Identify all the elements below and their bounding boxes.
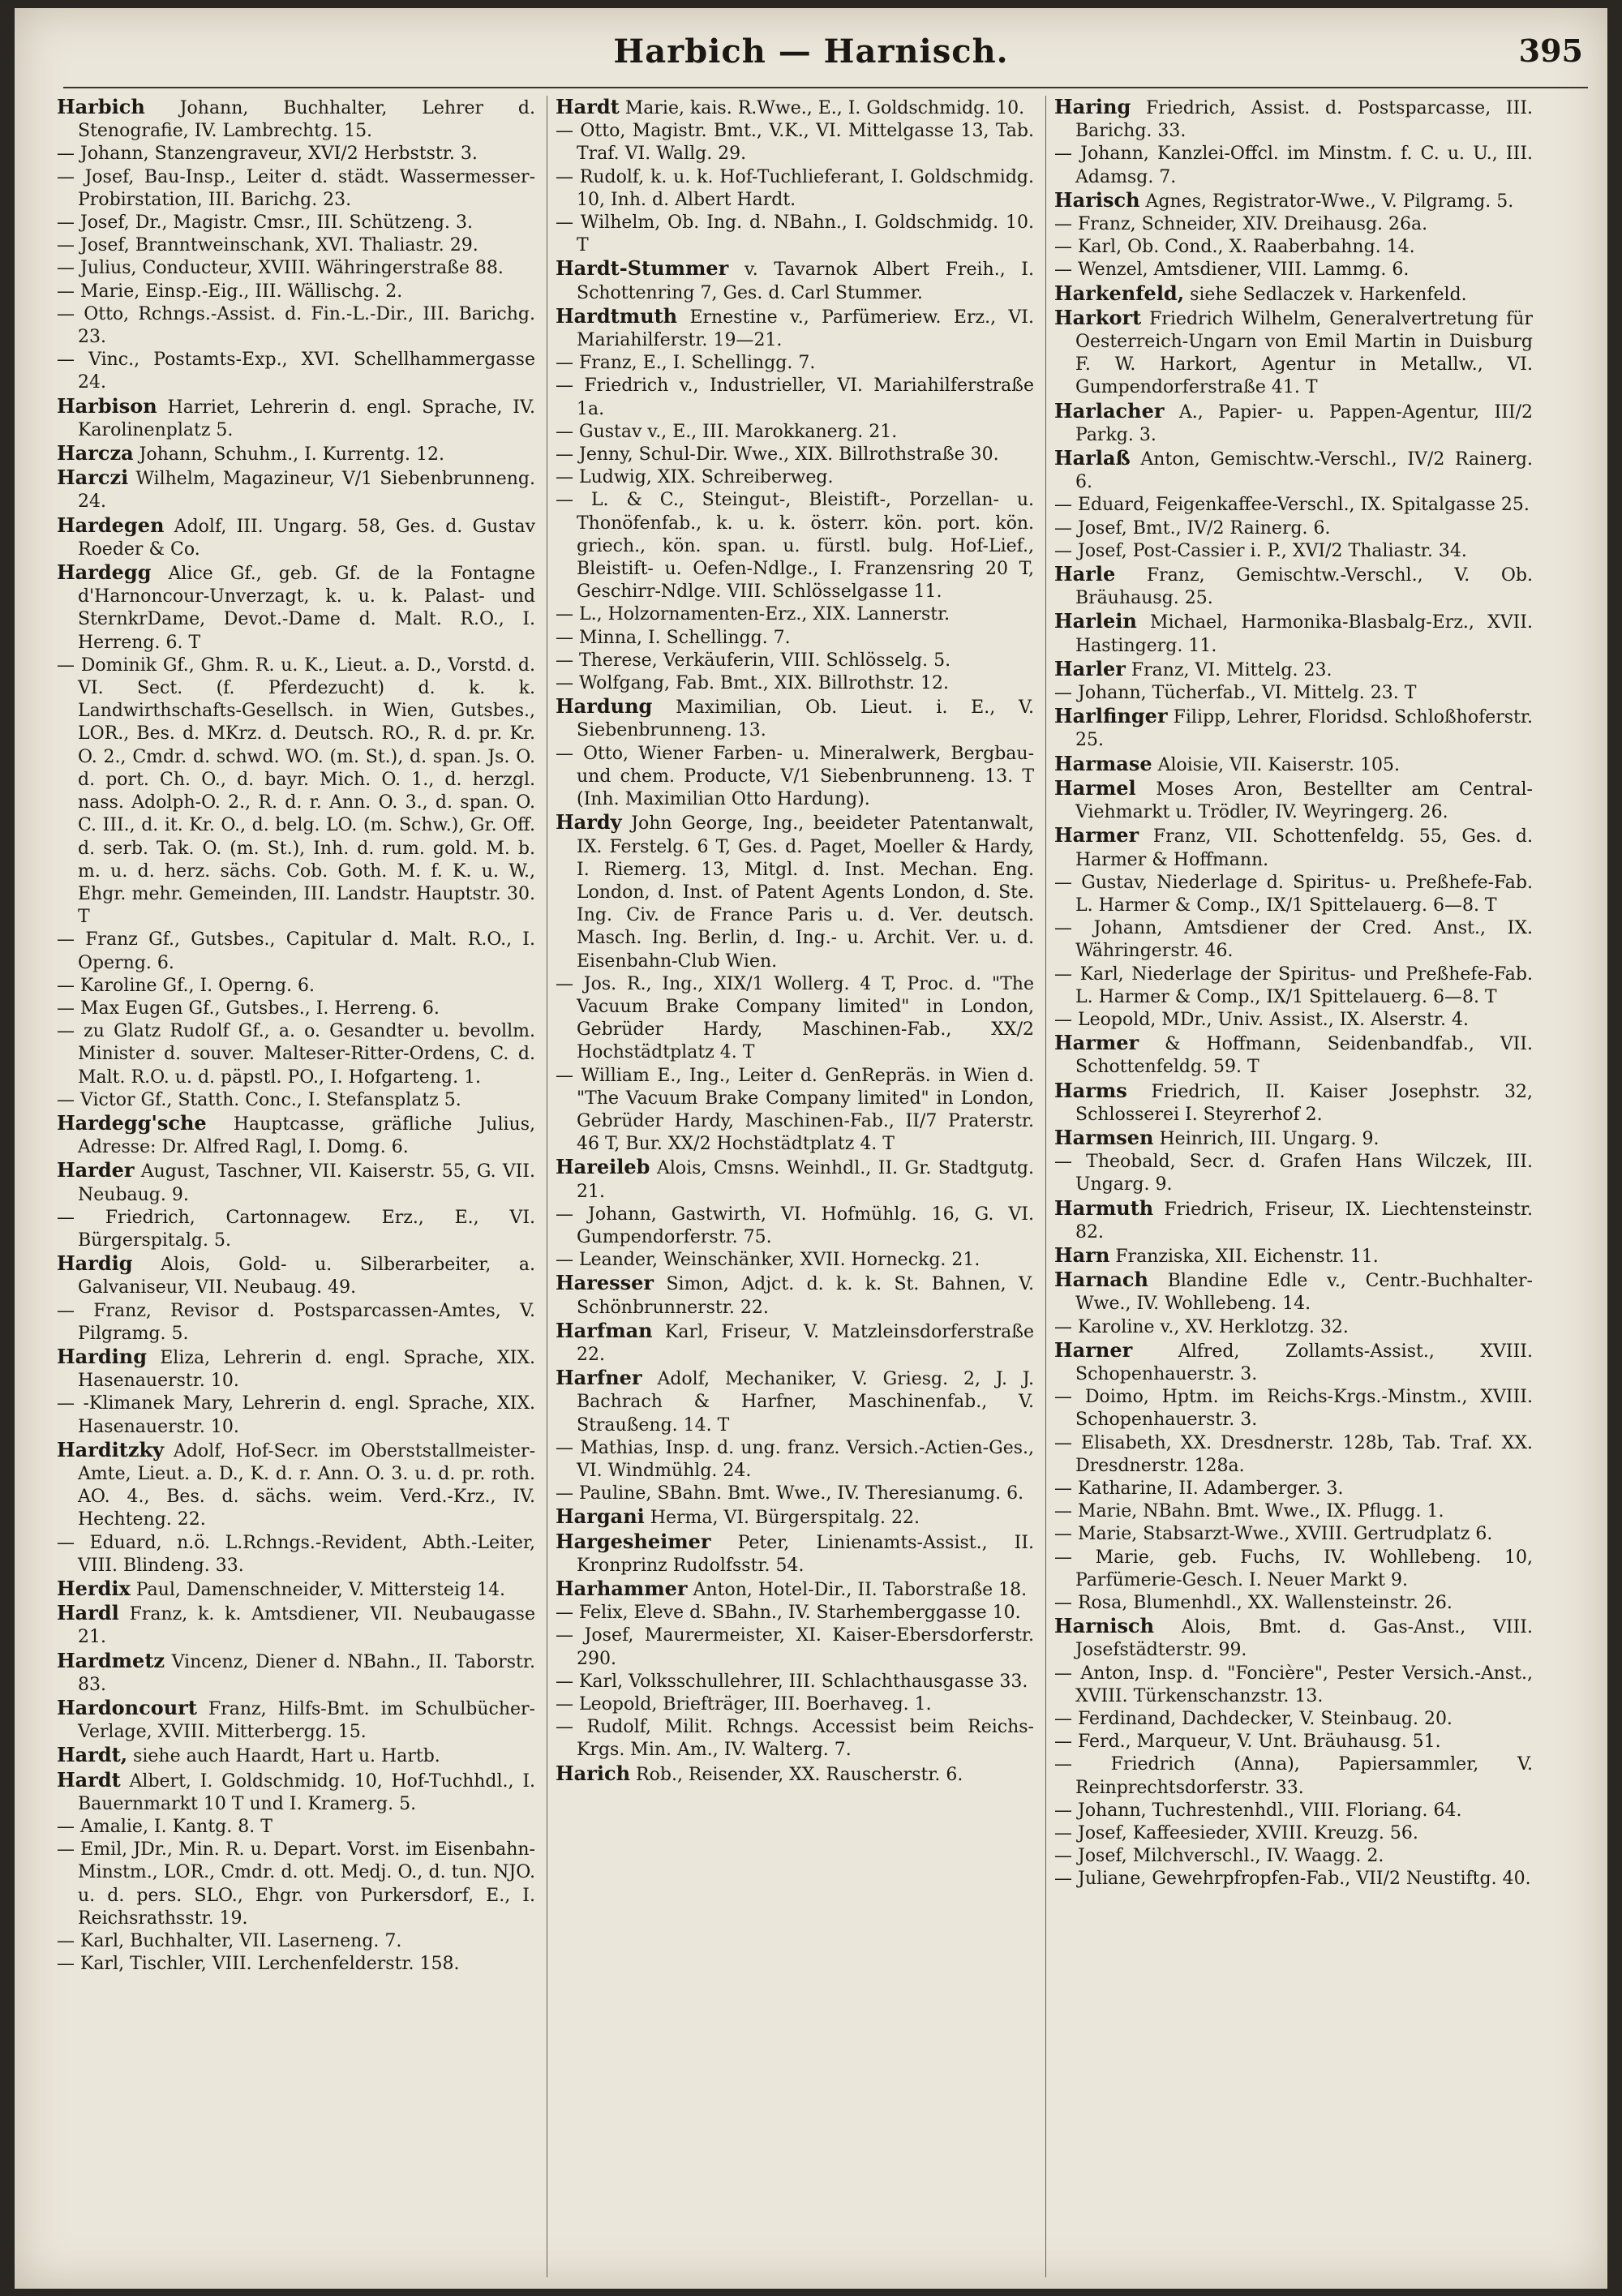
- column-left: [57, 96, 535, 2277]
- directory-entry: — Otto, Magistr. Bmt., V.K., VI. Mittelgasse 13, Tab. Traf. VI. Wallg. 29.: [556, 121, 1034, 165]
- directory-entry: — Julius, Conducteur, XVIII. Währingerstraße 88.: [57, 258, 504, 279]
- directory-entry: Hargesheimer Peter, Linienamts-Assist., II. Kronprinz Rudolfsstr. 54.: [556, 1529, 1034, 1576]
- directory-entry: — Karl, Volksschullehrer, III. Schlachthausgasse 33.: [556, 1671, 1028, 1692]
- entry-surname: Harnach: [1054, 1268, 1148, 1292]
- directory-entry: — Franz, Schneider, XIV. Dreihausg. 26a.: [1054, 214, 1428, 235]
- entry-surname: Hardung: [556, 694, 653, 719]
- entry-surname: Hardoncourt: [57, 1696, 197, 1720]
- directory-entry: Hardt Marie, kais. R.Wwe., E., I. Goldschmidg. 10.: [556, 96, 1025, 118]
- entry-surname: Hardl: [57, 1601, 119, 1625]
- directory-entry: Harkort Friedrich Wilhelm, Generalvertretung für Oesterreich-Ungarn von Emil Martin in Duisburg F. W. Harkort, Agentur in Metallw., VI. Gumpendorferstraße 41. T: [1054, 305, 1533, 398]
- directory-entry: Harfman Karl, Friseur, V. Matzleinsdorferstraße 22.: [556, 1318, 1034, 1365]
- entry-surname: Harner: [1054, 1337, 1133, 1362]
- directory-entry: — Rudolf, k. u. k. Hof-Tuchlieferant, I. Goldschmidg. 10, Inh. d. Albert Hardt.: [556, 166, 1034, 210]
- directory-entry: Harmase Aloisie, VII. Kaiserstr. 105.: [1054, 751, 1401, 775]
- directory-entry: — Dominik Gf., Ghm. R. u. K., Lieut. a. D., Vorstd. d. VI. Sect. (f. Pferdezucht) d. k. k. Landwirthschafts-Gesellsch. in Wien, Gutsbes., LOR., Bes. d. MKrz. d. Deutsch. RO., R. d. pr. Kr. O. 2., Cmdr. d. schwd. WO. (m. St.), d. span. Js. O. d. port. Ch. O., d. bayr. Mich. O. 1., d. herzgl. nass. Adolph-O. 2., R. d. r. Ann. O. 3., d. span. O. C. III., d. it. Kr. O., d. belg. LO. (m. Schw.), Gr. Off. d. serb. Tak. O. (m. St.), Inh. d. rum. gold. M. b. m. u. d. herz. sächs. Cob. Goth. M. f. K. u. W., Ehgr. mehr. Gemeinden, III. Landstr. Hauptstr. 30. T: [57, 654, 535, 928]
- directory-entry: — Johann, Tuchrestenhdl., VIII. Floriang. 64.: [1054, 1800, 1462, 1821]
- directory-entry: Harms Friedrich, II. Kaiser Josephstr. 32, Schlosserei I. Steyrerhof 2.: [1054, 1078, 1533, 1125]
- entry-surname: Harkenfeld,: [1054, 281, 1185, 305]
- directory-entry: — Karl, Niederlage der Spiritus- und Preßhefe-Fab. L. Harmer & Comp., IX/1 Spittelauerg. 6—8. T: [1054, 963, 1533, 1007]
- directory-entry: Herdix Paul, Damenschneider, V. Mittersteig 14.: [57, 1577, 505, 1600]
- entry-surname: Hargani: [556, 1504, 645, 1529]
- directory-entry: Hardt Albert, I. Goldschmidg. 10, Hof-Tuchhdl., I. Bauernmarkt 10 T und I. Kramerg. 5.: [57, 1767, 535, 1814]
- directory-entry: — Karoline v., XV. Herklotzg. 32.: [1054, 1316, 1349, 1337]
- entry-surname: Harbich: [57, 96, 145, 118]
- directory-entry: Hardegg Alice Gf., geb. Gf. de la Fontagne d'Harnoncour-Unverzagt, k. u. k. Palast- und SternkrDame, Devot.-Dame d. Malt. R.O., I. Herreng. 6. T: [57, 560, 535, 653]
- entry-surname: Harmase: [1054, 751, 1152, 775]
- directory-entry: — Felix, Eleve d. SBahn., IV. Starhemberggasse 10.: [556, 1603, 1021, 1624]
- directory-entry: Hardtmuth Ernestine v., Parfümeriew. Erz., VI. Mariahilferstr. 19—21.: [556, 303, 1034, 351]
- directory-entry: Hardegg'sche Hauptcasse, gräfliche Julius, Adresse: Dr. Alfred Ragl, I. Domg. 6.: [57, 1110, 535, 1158]
- directory-entry: — Doimo, Hptm. im Reichs-Krgs.-Minstm., XVIII. Schopenhauerstr. 3.: [1054, 1387, 1533, 1431]
- header-rule: [63, 87, 1588, 88]
- directory-entry: — Johann, Stanzengraveur, XVI/2 Herbststr. 3.: [57, 144, 478, 165]
- entry-surname: Harich: [556, 1761, 631, 1785]
- directory-entry: Harbison Harriet, Lehrerin d. engl. Sprache, IV. Karolinenplatz 5.: [57, 393, 535, 440]
- directory-entry: — Marie, Einsp.-Eig., III. Wällischg. 2.: [57, 281, 403, 302]
- directory-entry: Harisch Agnes, Registrator-Wwe., V. Pilgramg. 5.: [1054, 187, 1514, 212]
- directory-entry: Harn Franziska, XII. Eichenstr. 11.: [1054, 1242, 1379, 1267]
- entry-surname: Harmuth: [1054, 1195, 1154, 1220]
- entry-surname: Hardig: [57, 1251, 133, 1276]
- directory-entry: Harczi Wilhelm, Magazineur, V/1 Siebenbrunneng. 24.: [57, 466, 535, 513]
- directory-entry: Harcza Johann, Schuhm., I. Kurrentg. 12.: [57, 441, 444, 466]
- entry-surname: Harding: [57, 1344, 147, 1368]
- directory-entry: Harlein Michael, Harmonika-Blasbalg-Erz., XVII. Hastingerg. 11.: [1054, 609, 1533, 656]
- directory-entry: Harmer & Hoffmann, Seidenbandfab., VII. Schottenfeldg. 59. T: [1054, 1031, 1533, 1078]
- entry-surname: Harfman: [556, 1318, 653, 1342]
- directory-entry: — L., Holzornamenten-Erz., XIX. Lannerstr.: [556, 604, 950, 625]
- directory-entry: — Jos. R., Ing., XIX/1 Wollerg. 4 T, Proc. d. "The Vacuum Brake Company limited" in London, Gebrüder Hardy, Maschinen-Fab., XX/2 Hochstädtplatz 4. T: [556, 973, 1034, 1063]
- directory-entry: Hardoncourt Franz, Hilfs-Bmt. im Schulbücher-Verlage, XVIII. Mitterbergg. 15.: [57, 1696, 535, 1743]
- directory-entry: — Marie, NBahn. Bmt. Wwe., IX. Pflugg. 1.: [1054, 1501, 1444, 1522]
- directory-entry: Hardung Maximilian, Ob. Lieut. i. E., V. Siebenbrunneng. 13.: [556, 694, 1034, 741]
- directory-entry: — Josef, Dr., Magistr. Cmsr., III. Schützeng. 3.: [57, 212, 473, 234]
- directory-entry: Harmer Franz, VII. Schottenfeldg. 55, Ges. d. Harmer & Hoffmann.: [1054, 823, 1533, 870]
- directory-entry: Hardy John George, Ing., beeideter Patentanwalt, IX. Ferstelg. 6 T, Ges. d. Paget, Moeller & Hardy, I. Riemerg. 13, Mitgl. d. Inst. Mechan. Eng. London, d. Inst. of Patent Agents London, d. Ste. Ing. Civ. de France Paris u. d. Ver. deutsch. Masch. Ing. Berlin, d. Ing.- u. Archit. Ver. u. d. Eisenbahn-Club Wien.: [556, 810, 1034, 972]
- directory-entry: — zu Glatz Rudolf Gf., a. o. Gesandter u. bevollm. Minister d. souver. Malteser-Ritter-Ordens, C. d. Malt. R.O. u. d. päpstl. PO., I. Hofgarteng. 1.: [57, 1021, 535, 1088]
- entry-surname: Harcza: [57, 441, 134, 466]
- directory-entry: — Wenzel, Amtsdiener, VIII. Lammg. 6.: [1054, 260, 1410, 281]
- directory-entry: Harich Rob., Reisender, XX. Rauscherstr. 6.: [556, 1761, 963, 1785]
- directory-entry: — Karoline Gf., I. Operng. 6.: [57, 975, 315, 996]
- entry-surname: Harditzky: [57, 1437, 165, 1461]
- directory-entry: — Anton, Insp. d. "Foncière", Pester Versich.-Anst., XVIII. Türkenschanzstr. 13.: [1054, 1663, 1533, 1706]
- directory-entry: — Otto, Wiener Farben- u. Mineralwerk, Bergbau- und chem. Producte, V/1 Siebenbrunneng. 13. T (Inh. Maximilian Otto Hardung).: [556, 743, 1034, 810]
- directory-entry: — Ferd., Marqueur, V. Unt. Bräuhausg. 51.: [1054, 1732, 1441, 1753]
- directory-entry: — Friedrich v., Industrieller, VI. Mariahilferstraße 1a.: [556, 376, 1034, 419]
- entry-surname: Harisch: [1054, 187, 1140, 212]
- entry-surname: Harnisch: [1054, 1614, 1155, 1638]
- directory-entry: — Johann, Kanzlei-Offcl. im Minstm. f. C. u. U., III. Adamsg. 7.: [1054, 144, 1533, 187]
- directory-entry: Hardt, siehe auch Haardt, Hart u. Hartb.: [57, 1743, 440, 1767]
- entry-surname: Hardy: [556, 810, 622, 835]
- directory-entry: Hardmetz Vincenz, Diener d. NBahn., II. Taborstr. 83.: [57, 1648, 535, 1695]
- entry-surname: Harhammer: [556, 1577, 688, 1600]
- entry-surname: Harder: [57, 1158, 135, 1182]
- entry-surname: Harkort: [1054, 305, 1142, 329]
- directory-entry: — Leopold, Briefträger, III. Boerhaveg. 1.: [556, 1694, 932, 1715]
- directory-entry: Harnach Blandine Edle v., Centr.-Buchhalter-Wwe., IV. Wohllebeng. 14.: [1054, 1268, 1533, 1315]
- page-title: Harbich — Harnisch.: [613, 32, 1009, 71]
- directory-entry: Harnisch Alois, Bmt. d. Gas-Anst., VIII. Josefstädterstr. 99.: [1054, 1614, 1533, 1661]
- directory-entry: — Josef, Bau-Insp., Leiter d. städt. Wassermesser-Probirstation, III. Barichg. 23.: [57, 166, 535, 210]
- directory-entry: Harditzky Adolf, Hof-Secr. im Oberststallmeister-Amte, Lieut. a. D., K. d. r. Ann. O. 3. u. d. pr. roth. AO. 4., Bes. d. sächs. weim. Verd.-Krz., IV. Hechteng. 22.: [57, 1437, 535, 1530]
- directory-entry: — -Klimanek Mary, Lehrerin d. engl. Sprache, XIX. Hasenauerstr. 10.: [57, 1393, 535, 1437]
- entry-surname: Hardegg: [57, 560, 152, 585]
- directory-entry: Hardig Alois, Gold- u. Silberarbeiter, a. Galvaniseur, VII. Neubaug. 49.: [57, 1251, 535, 1298]
- directory-entry: Hareileb Alois, Cmsns. Weinhdl., II. Gr. Stadtgutg. 21.: [556, 1155, 1034, 1202]
- directory-entry: Hardl Franz, k. k. Amtsdiener, VII. Neubaugasse 21.: [57, 1601, 535, 1648]
- directory-entry: — Theobald, Secr. d. Grafen Hans Wilczek, III. Ungarg. 9.: [1054, 1152, 1533, 1195]
- directory-entry: — Franz, Revisor d. Postsparcassen-Amtes, V. Pilgramg. 5.: [57, 1300, 535, 1344]
- entry-surname: Haresser: [556, 1271, 654, 1295]
- page-number: 395: [1518, 32, 1583, 69]
- directory-entry: — Josef, Milchverschl., IV. Waagg. 2.: [1054, 1846, 1384, 1867]
- directory-entry: Harlacher A., Papier- u. Pappen-Agentur, III/2 Parkg. 3.: [1054, 398, 1533, 445]
- directory-entry: — Victor Gf., Statth. Conc., I. Stefansplatz 5.: [57, 1089, 461, 1110]
- entry-surname: Harmer: [1054, 1031, 1139, 1055]
- directory-entry: — Therese, Verkäuferin, VIII. Schlösselg. 5.: [556, 650, 951, 671]
- entry-surname: Hardmetz: [57, 1648, 165, 1672]
- directory-entry: — Leander, Weinschänker, XVII. Horneckg. 21.: [556, 1250, 980, 1271]
- directory-entry: — Karl, Tischler, VIII. Lerchenfelderstr. 158.: [57, 1954, 460, 1975]
- page-header: [15, 32, 1607, 89]
- entry-surname: Harms: [1054, 1078, 1127, 1102]
- directory-entry: — Emil, JDr., Min. R. u. Depart. Vorst. im Eisenbahn-Minstm., LOR., Cmdr. d. ott. Medj. O., d. tun. NJO. u. d. pers. SLO., Ehgr. von Purkersdorf, E., I. Reichsrathsstr. 19.: [57, 1839, 535, 1929]
- directory-entry: — Josef, Kaffeesieder, XVIII. Kreuzg. 56.: [1054, 1823, 1418, 1844]
- directory-entry: Harler Franz, VI. Mittelg. 23.: [1054, 656, 1332, 680]
- entry-surname: Harlein: [1054, 609, 1137, 633]
- directory-entry: — Minna, I. Schellingg. 7.: [556, 627, 791, 648]
- directory-entry: — Karl, Buchhalter, VII. Laserneng. 7.: [57, 1931, 402, 1952]
- entry-surname: Harmer: [1054, 823, 1139, 848]
- entry-surname: Harlacher: [1054, 398, 1165, 423]
- directory-entry: — Gustav, Niederlage d. Spiritus- u. Preßhefe-Fab. L. Harmer & Comp., IX/1 Spittelauerg. 6—8. T: [1054, 872, 1533, 916]
- entry-surname: Haring: [1054, 96, 1131, 118]
- directory-entry: — Johann, Gastwirth, VI. Hofmühlg. 16, G. VI. Gumpendorferstr. 75.: [556, 1204, 1034, 1247]
- entry-surname: Hardegen: [57, 513, 165, 537]
- directory-entry: Harle Franz, Gemischtw.-Verschl., V. Ob. Bräuhausg. 25.: [1054, 562, 1533, 609]
- entry-surname: Hardt-Stummer: [556, 256, 729, 281]
- directory-entry: Haring Friedrich, Assist. d. Postsparcasse, III. Barichg. 33.: [1054, 96, 1533, 142]
- entry-surname: Harler: [1054, 656, 1126, 680]
- entry-surname: Hardt: [556, 96, 620, 118]
- directory-entry: — Marie, Stabsarzt-Wwe., XVIII. Gertrudplatz 6.: [1054, 1524, 1493, 1545]
- entry-surname: Harlfinger: [1054, 704, 1168, 728]
- directory-entry: — Josef, Bmt., IV/2 Rainerg. 6.: [1054, 517, 1331, 539]
- entry-surname: Harle: [1054, 562, 1116, 586]
- directory-entry: — Ludwig, XIX. Schreiberweg.: [556, 467, 834, 488]
- directory-entry: — Karl, Ob. Cond., X. Raaberbahng. 14.: [1054, 237, 1415, 258]
- entry-surname: Harczi: [57, 466, 129, 490]
- directory-entry: — Gustav v., E., III. Marokkanerg. 21.: [556, 421, 898, 442]
- directory-entry: — Max Eugen Gf., Gutsbes., I. Herreng. 6.: [57, 998, 440, 1019]
- directory-entry: — Jenny, Schul-Dir. Wwe., XIX. Billrothstraße 30.: [556, 444, 999, 466]
- directory-entry: Harlaß Anton, Gemischtw.-Verschl., IV/2 Rainerg. 6.: [1054, 446, 1533, 493]
- directory-entry: Hardegen Adolf, III. Ungarg. 58, Ges. d. Gustav Roeder & Co.: [57, 513, 535, 560]
- directory-entry: Harbich Johann, Buchhalter, Lehrer d. Stenografie, IV. Lambrechtg. 15.: [57, 96, 535, 142]
- directory-entry: Harkenfeld, siehe Sedlaczek v. Harkenfeld.: [1054, 281, 1467, 305]
- directory-entry: Harlfinger Filipp, Lehrer, Floridsd. Schloßhoferstr. 25.: [1054, 704, 1533, 751]
- entry-surname: Harbison: [57, 393, 157, 418]
- directory-entry: — Elisabeth, XX. Dresdnerstr. 128b, Tab. Traf. XX. Dresdnerstr. 128a.: [1054, 1432, 1533, 1476]
- directory-entry: Harfner Adolf, Mechaniker, V. Griesg. 2, J. J. Bachrach & Harfner, Maschinenfab., V. Straußeng. 14. T: [556, 1366, 1034, 1436]
- directory-entry: — Marie, geb. Fuchs, IV. Wohllebeng. 10, Parfümerie-Gesch. I. Neuer Markt 9.: [1054, 1547, 1533, 1590]
- directory-entry: Harmuth Friedrich, Friseur, IX. Liechtensteinstr. 82.: [1054, 1195, 1533, 1242]
- column-right: [1054, 96, 1533, 2277]
- entry-surname: Harmel: [1054, 775, 1136, 800]
- column-middle: [556, 96, 1034, 2277]
- directory-entry: — Rudolf, Milit. Rchngs. Accessist beim Reichs-Krgs. Min. Am., IV. Walterg. 7.: [556, 1717, 1034, 1761]
- directory-entry: — Amalie, I. Kantg. 8. T: [57, 1817, 272, 1838]
- directory-entry: — Friedrich, Cartonnagew. Erz., E., VI. Bürgerspitalg. 5.: [57, 1207, 535, 1251]
- entry-surname: Hardtmuth: [556, 303, 678, 328]
- directory-entry: — Josef, Maurermeister, XI. Kaiser-Ebersdorferstr. 290.: [556, 1625, 1034, 1669]
- directory-entry: — Juliane, Gewehrpfropfen-Fab., VII/2 Neustiftg. 40.: [1054, 1869, 1531, 1890]
- directory-entry: Hargani Herma, VI. Bürgerspitalg. 22.: [556, 1504, 920, 1529]
- entry-surname: Harlaß: [1054, 446, 1131, 470]
- directory-entry: Hardt-Stummer v. Tavarnok Albert Freih., I. Schottenring 7, Ges. d. Carl Stummer.: [556, 256, 1034, 303]
- entry-surname: Harfner: [556, 1366, 642, 1390]
- directory-entry: — Mathias, Insp. d. ung. franz. Versich.-Actien-Ges., VI. Windmühlg. 24.: [556, 1437, 1034, 1481]
- directory-entry: — Ferdinand, Dachdecker, V. Steinbaug. 20.: [1054, 1709, 1453, 1730]
- directory-entry: — L. & C., Steingut-, Bleistift-, Porzellan- u. Thonöfenfab., k. u. k. österr. kön. port. kön. griech., kön. span. u. fürstl. bulg. Hof-Lief., Bleistift- u. Oefen-Ndlge., I. Franzensring 20 T, Geschirr-Ndlge. VIII. Schlösselgasse 11.: [556, 490, 1034, 603]
- entry-surname: Hargesheimer: [556, 1529, 711, 1553]
- directory-entry: Harmel Moses Aron, Bestellter am Central-Viehmarkt u. Trödler, IV. Weyringerg. 26.: [1054, 775, 1533, 823]
- directory-entry: — Johann, Amtsdiener der Cred. Anst., IX. Währingerstr. 46.: [1054, 918, 1533, 962]
- directory-entry: — Eduard, Feigenkaffee-Verschl., IX. Spitalgasse 25.: [1054, 495, 1530, 516]
- directory-entry: — William E., Ing., Leiter d. GenRepräs. in Wien d. "The Vacuum Brake Company limited" in London, Gebrüder Hardy, Maschinen-Fab., II/7 Praterstr. 46 T, Bur. XX/2 Hochstädtplatz 4. T: [556, 1065, 1034, 1155]
- directory-entry: — Leopold, MDr., Univ. Assist., IX. Alserstr. 4.: [1054, 1009, 1470, 1030]
- directory-entry: — Eduard, n.ö. L.Rchngs.-Revident, Abth.-Leiter, VIII. Blindeng. 33.: [57, 1532, 535, 1576]
- directory-entry: — Franz Gf., Gutsbes., Capitular d. Malt. R.O., I. Operng. 6.: [57, 929, 535, 973]
- entry-surname: Hardt,: [57, 1743, 128, 1767]
- directory-entry: — Vinc., Postamts-Exp., XVI. Schellhammergasse 24.: [57, 350, 535, 393]
- directory-entry: — Otto, Rchngs.-Assist. d. Fin.-L.-Dir., III. Barichg. 23.: [57, 303, 535, 348]
- directory-entry: — Pauline, SBahn. Bmt. Wwe., IV. Theresianumg. 6.: [556, 1483, 1024, 1504]
- directory-entry: — Wilhelm, Ob. Ing. d. NBahn., I. Goldschmidg. 10. T: [556, 212, 1034, 256]
- entry-surname: Hareileb: [556, 1155, 650, 1179]
- entry-surname: Hardegg'sche: [57, 1110, 207, 1135]
- directory-entry: — Josef, Branntweinschank, XVI. Thaliastr. 29.: [57, 235, 478, 256]
- directory-entry: — Rosa, Blumenhdl., XX. Wallensteinstr. 26.: [1054, 1593, 1453, 1613]
- entry-surname: Hardt: [57, 1767, 121, 1792]
- directory-entry: Haresser Simon, Adjct. d. k. k. St. Bahnen, V. Schönbrunnerstr. 22.: [556, 1271, 1034, 1318]
- directory-entry: Harder August, Taschner, VII. Kaiserstr. 55, G. VII. Neubaug. 9.: [57, 1158, 535, 1205]
- directory-entry: — Johann, Tücherfab., VI. Mittelg. 23. T: [1054, 683, 1417, 704]
- directory-entry: Harhammer Anton, Hotel-Dir., II. Taborstraße 18.: [556, 1577, 1028, 1600]
- directory-entry: — Wolfgang, Fab. Bmt., XIX. Billrothstr. 12.: [556, 673, 950, 694]
- directory-entry: Harding Eliza, Lehrerin d. engl. Sprache, XIX. Hasenauerstr. 10.: [57, 1344, 535, 1392]
- column-divider: [1045, 96, 1046, 2277]
- directory-page: [15, 8, 1607, 2289]
- directory-entry: Harner Alfred, Zollamts-Assist., XVIII. Schopenhauerstr. 3.: [1054, 1337, 1533, 1384]
- entry-surname: Harmsen: [1054, 1125, 1154, 1149]
- entry-surname: Harn: [1054, 1242, 1110, 1267]
- entry-surname: Herdix: [57, 1577, 131, 1600]
- directory-entry: Harmsen Heinrich, III. Ungarg. 9.: [1054, 1125, 1380, 1149]
- directory-entry: — Josef, Post-Cassier i. P., XVI/2 Thaliastr. 34.: [1054, 540, 1467, 561]
- directory-entry: — Franz, E., I. Schellingg. 7.: [556, 353, 816, 374]
- directory-entry: — Friedrich (Anna), Papiersammler, V. Reinprechtsdorferstr. 33.: [1054, 1754, 1533, 1798]
- directory-entry: — Katharine, II. Adamberger. 3.: [1054, 1478, 1344, 1499]
